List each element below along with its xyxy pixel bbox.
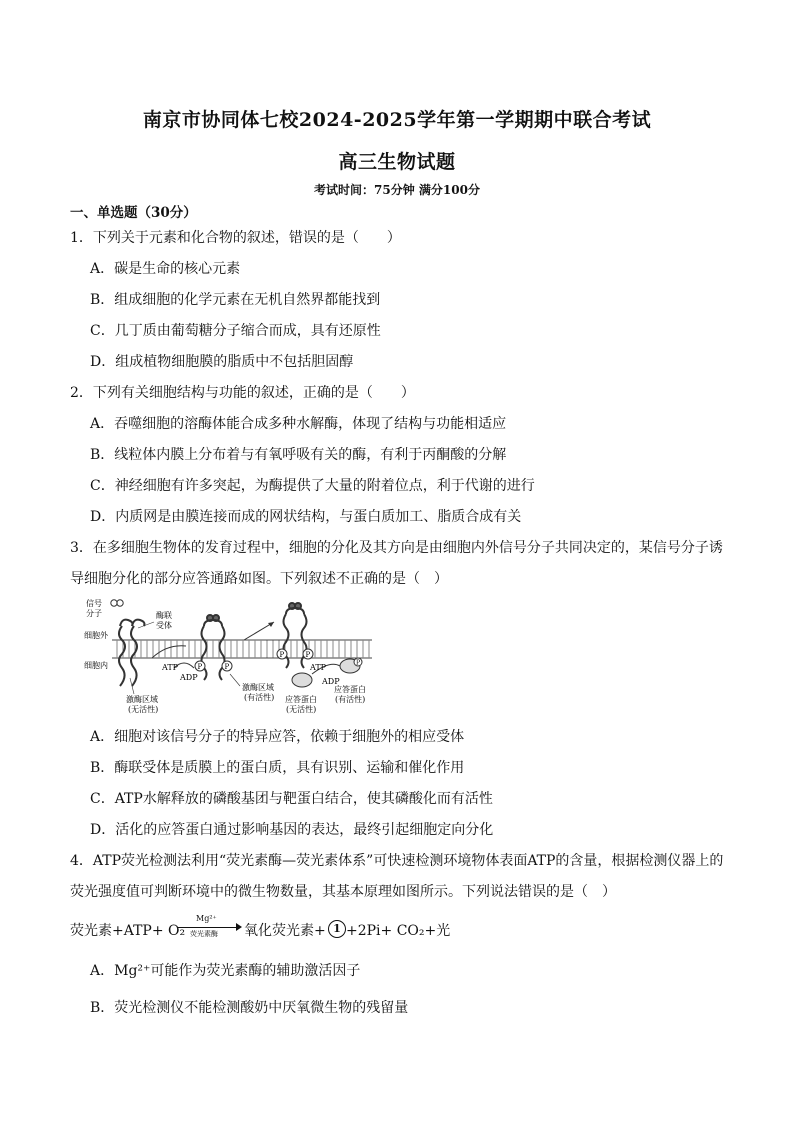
label-atp-2: ATP — [310, 663, 327, 672]
reaction-equation — [70, 914, 490, 944]
equation-arrow-below: 荧光素酶 — [190, 930, 218, 938]
signal-molecule-circle-2 — [117, 600, 123, 606]
equation-right-b: +2Pi+ CO₂+光 — [346, 923, 451, 939]
arrow-receptor-to-dimer — [152, 646, 186, 658]
phosphate-label-5: P — [356, 659, 361, 667]
label-kinase-inactive-2: (无活性) — [128, 705, 159, 714]
label-enzyme-receptor: 酶联 — [156, 611, 172, 620]
label-kinase-active-2: (有活性) — [244, 693, 275, 702]
label-response-inactive-2: (无活性) — [286, 705, 317, 714]
question-3-stem-line1: 3．在多细胞生物体的发育过程中，细胞的分化及其方向是由细胞内外信号分子共同决定的，某信号分子诱 — [70, 540, 723, 556]
question-3-option-c: C．ATP水解释放的磷酸基团与靶蛋白结合，使其磷酸化而有活性 — [90, 791, 493, 807]
question-3-stem-line2: 导细胞分化的部分应答通路如图。下列叙述不正确的是（ ） — [70, 571, 448, 587]
equation-arrow-head — [236, 923, 242, 931]
question-1-option-b: B．组成细胞的化学元素在无机自然界都能找到 — [90, 292, 381, 308]
label-outside: 细胞外 — [84, 631, 108, 640]
question-3-option-b: B．酶联受体是质膜上的蛋白质，具有识别、运输和催化作用 — [90, 760, 465, 776]
exam-info: 考试时间：75分钟 满分100分 — [314, 183, 480, 197]
question-4-option-a: A．Mg²⁺可能作为荧光素酶的辅助激活因子 — [90, 963, 361, 979]
question-3-option-a: A．细胞对该信号分子的特异应答，依赖于细胞外的相应受体 — [90, 729, 465, 745]
question-2-stem: 2．下列有关细胞结构与功能的叙述，正确的是（ ） — [70, 385, 415, 401]
label-response-active-2: (有活性) — [335, 695, 366, 704]
equation-circled-number-text: 1 — [333, 922, 341, 935]
label-adp-1: ADP — [180, 673, 198, 682]
response-protein-inactive — [292, 673, 312, 687]
question-1-option-d: D．组成植物细胞膜的脂质中不包括胆固醇 — [90, 354, 354, 370]
signal-pathway-figure — [82, 596, 382, 720]
equation-left: 荧光素+ATP+ O₂ — [70, 923, 186, 939]
exam-subtitle: 高三生物试题 — [338, 151, 456, 173]
label-kinase-inactive: 激酶区域 — [126, 695, 158, 704]
question-2-option-b: B．线粒体内膜上分布着与有氧呼吸有关的酶，有利于丙酮酸的分解 — [90, 447, 507, 463]
question-2-option-d: D．内质网是由膜连接而成的网状结构，与蛋白质加工、脂质合成有关 — [90, 509, 522, 525]
phosphate-label-3: P — [279, 651, 285, 659]
section-heading: 一、单选题（30分） — [70, 205, 197, 221]
question-4-stem-line1: 4．ATP荧光检测法利用“荧光素酶—荧光素体系”可快速检测环境物体表面ATP的含量，根据检测仪器上的 — [70, 853, 724, 869]
equation-arrow — [178, 927, 240, 928]
phosphate-label-2: P — [224, 663, 230, 671]
question-2-option-a: A．吞噬细胞的溶酶体能合成多种水解酶，体现了结构与功能相适应 — [90, 416, 507, 432]
equation-arrow-above: Mg²⁺ — [196, 914, 217, 923]
question-1-option-a: A．碳是生命的核心元素 — [90, 261, 241, 277]
label-signal-molecule-2: 分子 — [86, 609, 102, 618]
label-kinase-active: 激酶区域 — [242, 683, 274, 692]
question-1-option-c: C．几丁质由葡萄糖分子缩合而成，具有还原性 — [90, 323, 381, 339]
label-inside: 细胞内 — [84, 661, 108, 670]
question-2-option-c: C．神经细胞有许多突起，为酶提供了大量的附着位点，利于代谢的进行 — [90, 478, 535, 494]
question-1-stem: 1．下列关于元素和化合物的叙述，错误的是（ ） — [70, 230, 401, 246]
question-4-stem-line2: 荧光强度值可判断环境中的微生物数量，其基本原理如图所示。下列说法错误的是（ ） — [70, 884, 616, 900]
label-signal-molecule: 信号 — [86, 599, 102, 608]
phosphate-label-4: P — [305, 651, 311, 659]
label-enzyme-receptor-2: 受体 — [156, 621, 172, 630]
label-response-active: 应答蛋白 — [334, 685, 366, 694]
phosphate-label-1: P — [197, 663, 203, 671]
label-adp-2: ADP — [322, 677, 340, 686]
question-3-option-d: D．活化的应答蛋白通过影响基因的表达，最终引起细胞定向分化 — [90, 822, 494, 838]
equation-right-a: 氧化荧光素+ — [244, 923, 326, 939]
equation-circled-number — [328, 920, 346, 938]
label-atp-1: ATP — [162, 663, 179, 672]
signal-molecule-circle-1 — [111, 600, 117, 606]
question-4-option-b: B．荧光检测仪不能检测酸奶中厌氧微生物的残留量 — [90, 1000, 409, 1016]
exam-title: 南京市协同体七校2024-2025学年第一学期期中联合考试 — [142, 109, 652, 131]
label-response-inactive: 应答蛋白 — [285, 695, 317, 704]
